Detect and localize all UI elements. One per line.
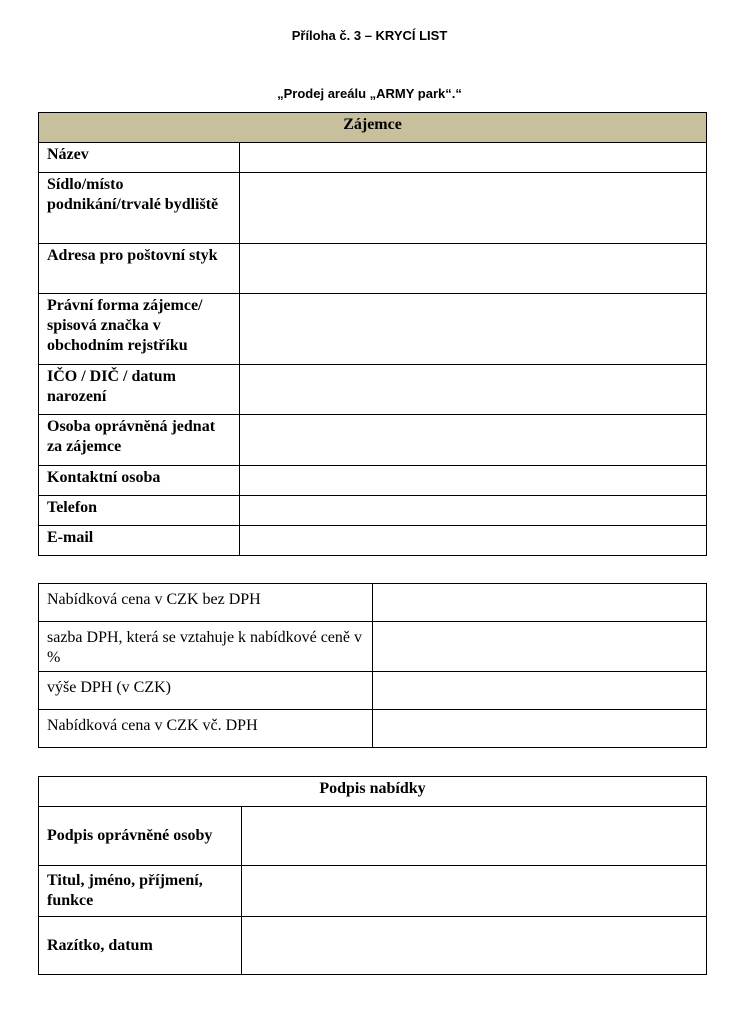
table-row [39,866,707,917]
table-row [39,294,707,365]
table-row [39,466,707,496]
row-label-price-with-vat: Nabídková cena v CZK vč. DPH [39,710,373,748]
table-row [39,807,707,866]
row-label-phone: Telefon [39,496,240,526]
row-label-signature: Podpis oprávněné osoby [39,807,242,866]
field-price-without-vat[interactable] [373,584,707,622]
field-name[interactable] [240,143,707,173]
field-phone[interactable] [240,496,707,526]
field-vat-amount[interactable] [373,672,707,710]
document-title: Příloha č. 3 – KRYCÍ LIST [291,28,448,43]
table-row [39,244,707,294]
row-label-legal-form: Právní forma zájemce/ spisová značka v obchodním rejstříku [39,294,240,365]
field-stamp-date[interactable] [242,917,707,975]
row-label-contact-person: Kontaktní osoba [39,466,240,496]
row-label-stamp-date: Razítko, datum [39,917,242,975]
field-signature[interactable] [242,807,707,866]
document-subtitle: „Prodej areálu „ARMY park“.“ [277,86,462,101]
signature-table-header: Podpis nabídky [39,777,707,807]
row-label-authorized-person: Osoba oprávněná jednat za zájemce [39,415,240,466]
row-label-vat-amount: výše DPH (v CZK) [39,672,373,710]
field-authorized-person[interactable] [240,415,707,466]
field-full-name[interactable] [242,866,707,917]
table-row [39,496,707,526]
table-row [39,710,707,748]
field-seat[interactable] [240,173,707,244]
table-row [39,584,707,622]
table-row [39,365,707,415]
field-ico-dic[interactable] [240,365,707,415]
table-row [39,415,707,466]
row-label-postal-address: Adresa pro poštovní styk [39,244,240,294]
field-legal-form[interactable] [240,294,707,365]
row-label-seat: Sídlo/místo podnikání/trvalé bydliště [39,173,240,244]
field-email[interactable] [240,526,707,556]
row-label-price-without-vat: Nabídková cena v CZK bez DPH [39,584,373,622]
row-label-vat-rate: sazba DPH, která se vztahuje k nabídkové ceně v % [39,622,373,672]
applicant-table-header: Zájemce [39,113,707,143]
table-row [39,672,707,710]
table-row [39,173,707,244]
applicant-table [38,112,707,556]
price-table [38,583,707,748]
row-label-ico-dic: IČO / DIČ / datum narození [39,365,240,415]
row-label-name: Název [39,143,240,173]
field-vat-rate[interactable] [373,622,707,672]
row-label-email: E-mail [39,526,240,556]
field-price-with-vat[interactable] [373,710,707,748]
field-contact-person[interactable] [240,466,707,496]
table-row [39,917,707,975]
signature-table [38,776,707,975]
row-label-full-name: Titul, jméno, příjmení, funkce [39,866,242,917]
field-postal-address[interactable] [240,244,707,294]
table-row [39,622,707,672]
table-row [39,143,707,173]
table-row [39,526,707,556]
